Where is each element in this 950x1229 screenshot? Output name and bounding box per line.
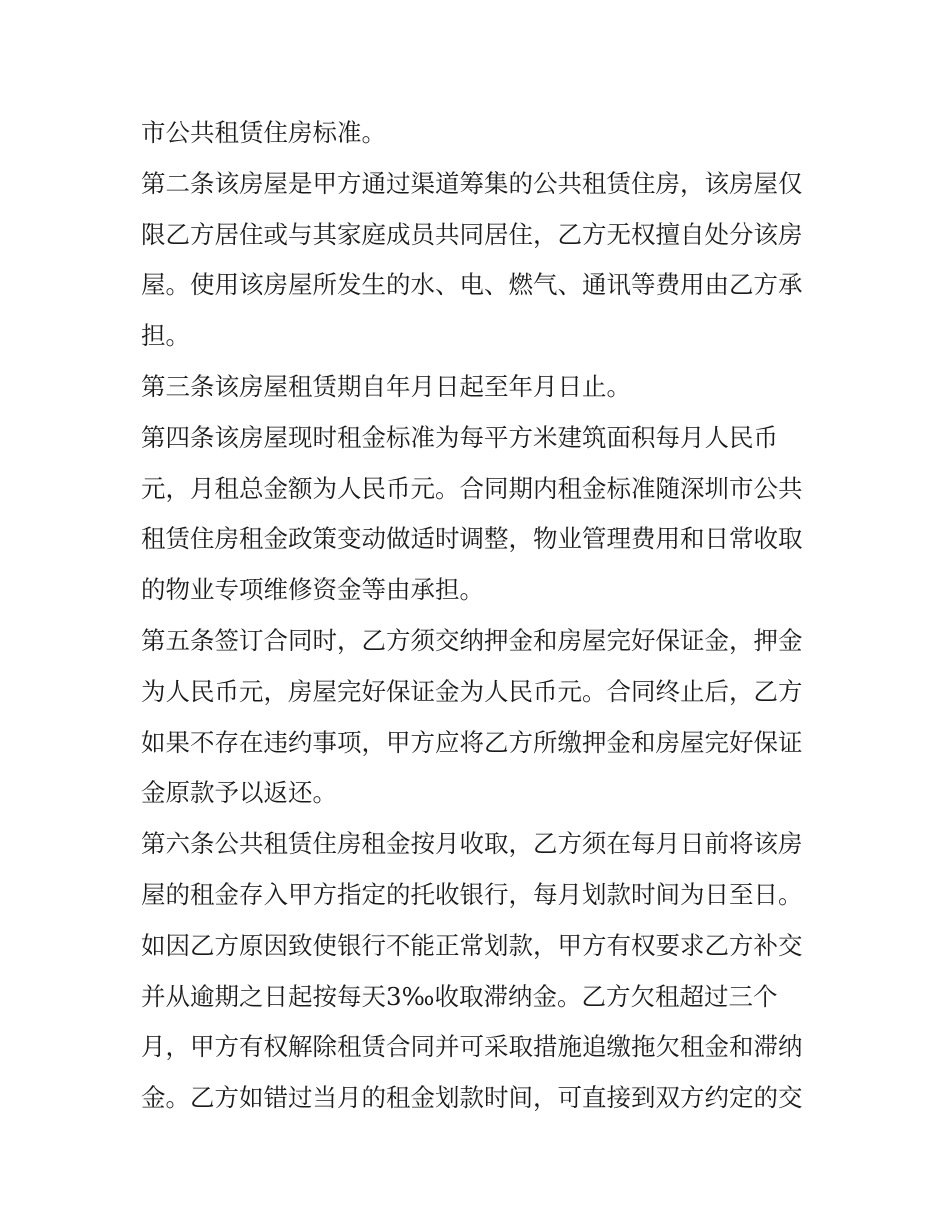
text-line: 第四条该房屋现时租金标准为每平方米建筑面积每月人民币 bbox=[141, 422, 778, 452]
text-line: 租赁住房租金政策变动做适时调整，物业管理费用和日常收取 bbox=[141, 524, 803, 554]
text-line: 并从逾期之日起按每天3‰收取滞纳金。乙方欠租超过三个 bbox=[141, 981, 778, 1011]
text-line: 为人民币元，房屋完好保证金为人民币元。合同终止后，乙方 bbox=[141, 676, 803, 706]
text-line: 屋。使用该房屋所发生的水、电、燃气、通讯等费用由乙方承 bbox=[141, 270, 803, 300]
text-line: 第三条该房屋租赁期自年月日起至年月日止。 bbox=[141, 371, 631, 401]
text-line: 的物业专项维修资金等由承担。 bbox=[141, 575, 484, 605]
text-line: 第六条公共租赁住房租金按月收取，乙方须在每月日前将该房 bbox=[141, 829, 803, 859]
text-line: 元，月租总金额为人民币元。合同期内租金标准随深圳市公共 bbox=[141, 473, 803, 503]
text-line: 如果不存在违约事项，甲方应将乙方所缴押金和房屋完好保证 bbox=[141, 727, 803, 757]
text-line: 市公共租赁住房标准。 bbox=[141, 118, 386, 147]
text-line: 金。乙方如错过当月的租金划款时间，可直接到双方约定的交 bbox=[141, 1083, 803, 1113]
text-line: 如因乙方原因致使银行不能正常划款，甲方有权要求乙方补交 bbox=[141, 930, 803, 960]
text-line: 屋的租金存入甲方指定的托收银行，每月划款时间为日至日。 bbox=[141, 879, 803, 909]
text-line: 金原款予以返还。 bbox=[141, 778, 337, 808]
contract-text bbox=[141, 108, 813, 1124]
text-line: 担。 bbox=[141, 321, 190, 351]
text-line: 月，甲方有权解除租赁合同并可采取措施追缴拖欠租金和滞纳 bbox=[141, 1032, 803, 1062]
text-line: 第二条该房屋是甲方通过渠道筹集的公共租赁住房，该房屋仅 bbox=[141, 168, 803, 198]
text-line: 限乙方居住或与其家庭成员共同居住，乙方无权擅自处分该房 bbox=[141, 219, 803, 249]
text-line: 第五条签订合同时，乙方须交纳押金和房屋完好保证金，押金 bbox=[141, 625, 803, 655]
